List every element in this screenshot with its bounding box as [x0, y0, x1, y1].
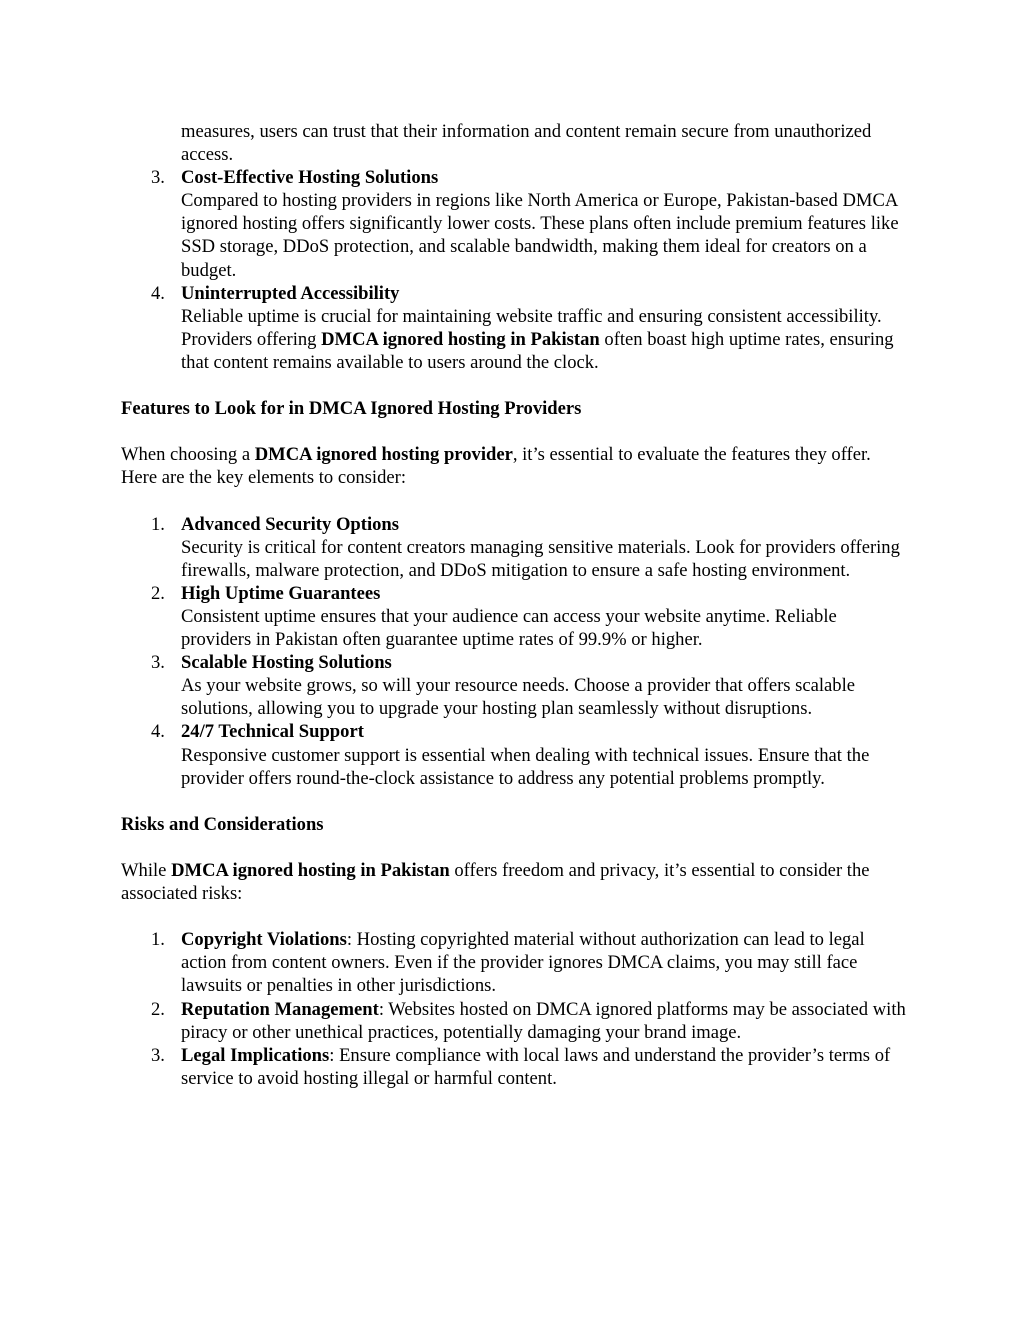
- list-item: [121, 651, 911, 720]
- list-item-body: measures, users can trust that their information and content remain secure from unauthorized access.: [181, 121, 872, 166]
- list-item: [121, 720, 911, 789]
- list-item: [121, 1044, 911, 1090]
- list-number: 1.: [151, 929, 165, 951]
- list-number: 3.: [151, 167, 165, 189]
- list-item-continuation: [121, 120, 911, 166]
- list-number: 1.: [151, 513, 165, 535]
- list-item-body: As your website grows, so will your resource needs. Choose a provider that offers scalable solutions, allowing you to upgrade your hosting plan seamlessly without disruptions.: [181, 675, 856, 720]
- list-item-body: Security is critical for content creators managing sensitive materials. Look for providers offering firewalls, malware protection, and DDoS mitigation to ensure a safe hosting environment.: [181, 536, 900, 581]
- list-number: 3.: [151, 1044, 165, 1066]
- list-item-body: Legal Implications: Ensure compliance with local laws and understand the provider’s terms of service to avoid hosting illegal or harmful content.: [181, 1044, 891, 1089]
- list-item-title: Legal Implications: [181, 1044, 330, 1066]
- list-item-title: Reputation Management: [181, 998, 379, 1020]
- list-item: [121, 928, 911, 997]
- list-item-body: Compared to hosting providers in regions like North America or Europe, Pakistan-based DMCA ignored hosting offers significantly lower costs. These plans often include premium features like SSD storage, DDoS protection, and scalable bandwidth, making them ideal for creators on a budget.: [181, 190, 899, 281]
- list-item-title: 24/7 Technical Support: [181, 721, 364, 743]
- list-number: 3.: [151, 652, 165, 674]
- list-item-body: Reliable uptime is crucial for maintaining website traffic and ensuring consistent accessibility. Providers offering DMCA ignored hosting in Pakistan often boast high uptime rates, ensuring that content remains available to users around the clock.: [181, 305, 894, 373]
- list-item: [121, 582, 911, 651]
- section-intro-features: When choosing a DMCA ignored hosting provider, it’s essential to evaluate the features they offer. Here are the key elements to consider:: [121, 444, 871, 489]
- list-item-body: Copyright Violations: Hosting copyrighted material without authorization can lead to legal action from content owners. Even if the provider ignores DMCA claims, you may still face lawsuits or penalties in other jurisdictions.: [181, 929, 865, 997]
- list-item-title: Copyright Violations: [181, 929, 347, 951]
- list-item-title: Scalable Hosting Solutions: [181, 652, 392, 674]
- list-item-title: Uninterrupted Accessibility: [181, 282, 400, 304]
- list-number: 4.: [151, 721, 165, 743]
- list-item-body: Responsive customer support is essential when dealing with technical issues. Ensure that the provider offers round-the-clock assistance to address any potential problems promptly.: [181, 744, 870, 789]
- list-item: [121, 282, 911, 374]
- document-page: [121, 120, 911, 1090]
- list-item: [121, 998, 911, 1044]
- list-number: 2.: [151, 582, 165, 604]
- list-item: [121, 513, 911, 582]
- list-item: [121, 166, 911, 281]
- list-number: 4.: [151, 282, 165, 304]
- list-item-title: High Uptime Guarantees: [181, 582, 381, 604]
- list-number: 2.: [151, 998, 165, 1020]
- section-heading-risks: Risks and Considerations: [121, 813, 324, 835]
- list-item-title: Advanced Security Options: [181, 513, 399, 535]
- section-intro-risks: While DMCA ignored hosting in Pakistan offers freedom and privacy, it’s essential to consider the associated risks:: [121, 860, 870, 905]
- list-item-title: Cost-Effective Hosting Solutions: [181, 167, 439, 189]
- section-heading-features: Features to Look for in DMCA Ignored Hosting Providers: [121, 398, 582, 420]
- list-item-body: Reputation Management: Websites hosted on DMCA ignored platforms may be associated with piracy or other unethical practices, potentially damaging your brand image.: [181, 998, 906, 1043]
- list-item-body: Consistent uptime ensures that your audience can access your website anytime. Reliable providers in Pakistan often guarantee uptime rates of 99.9% or higher.: [181, 605, 837, 651]
